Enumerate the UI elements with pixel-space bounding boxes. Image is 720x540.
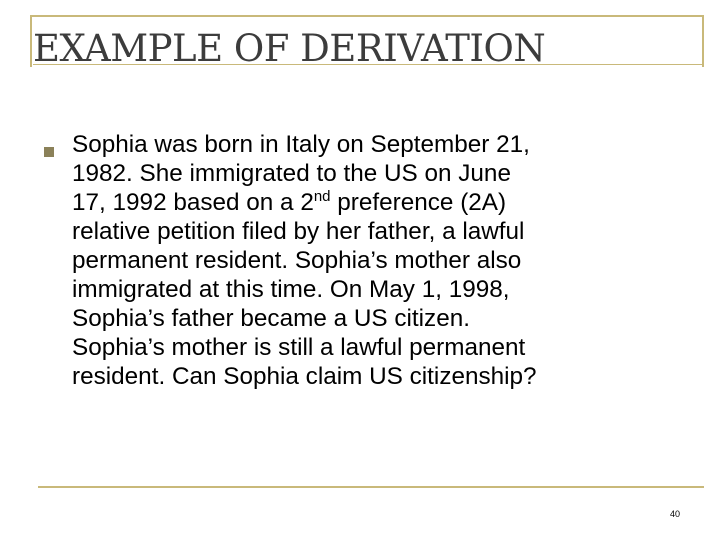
paragraph-line: Sophia’s mother is still a lawful permanent <box>72 334 526 361</box>
paragraph-line-end: preference (2A) <box>330 189 507 216</box>
paragraph-line: 1982. She immigrated to the US on June <box>72 160 511 187</box>
paragraph-line: immigrated at this time. On May 1, 1998, <box>72 276 510 303</box>
paragraph-line: resident. Can Sophia claim US citizenship? <box>72 363 537 390</box>
page-number: 40 <box>669 509 680 519</box>
ordinal-superscript: nd <box>313 187 331 205</box>
title-frame-top-line <box>30 15 704 17</box>
slide-title: EXAMPLE OF DERIVATION <box>33 27 546 65</box>
title-frame-right-line <box>702 15 704 67</box>
title-underline <box>33 64 704 65</box>
paragraph-line-start: 17, 1992 based on a 2 <box>72 189 314 216</box>
footer-line <box>38 486 704 488</box>
bullet-paragraph <box>72 130 672 391</box>
paragraph-line: relative petition filed by her father, a lawful <box>72 218 525 245</box>
title-frame-left-line <box>30 15 32 67</box>
paragraph-line: Sophia was born in Italy on September 21, <box>72 131 530 158</box>
paragraph-line: Sophia’s father became a US citizen. <box>72 305 470 332</box>
square-bullet-icon <box>44 147 54 157</box>
paragraph-line: permanent resident. Sophia’s mother also <box>72 247 522 274</box>
paragraph-line <box>72 188 672 217</box>
